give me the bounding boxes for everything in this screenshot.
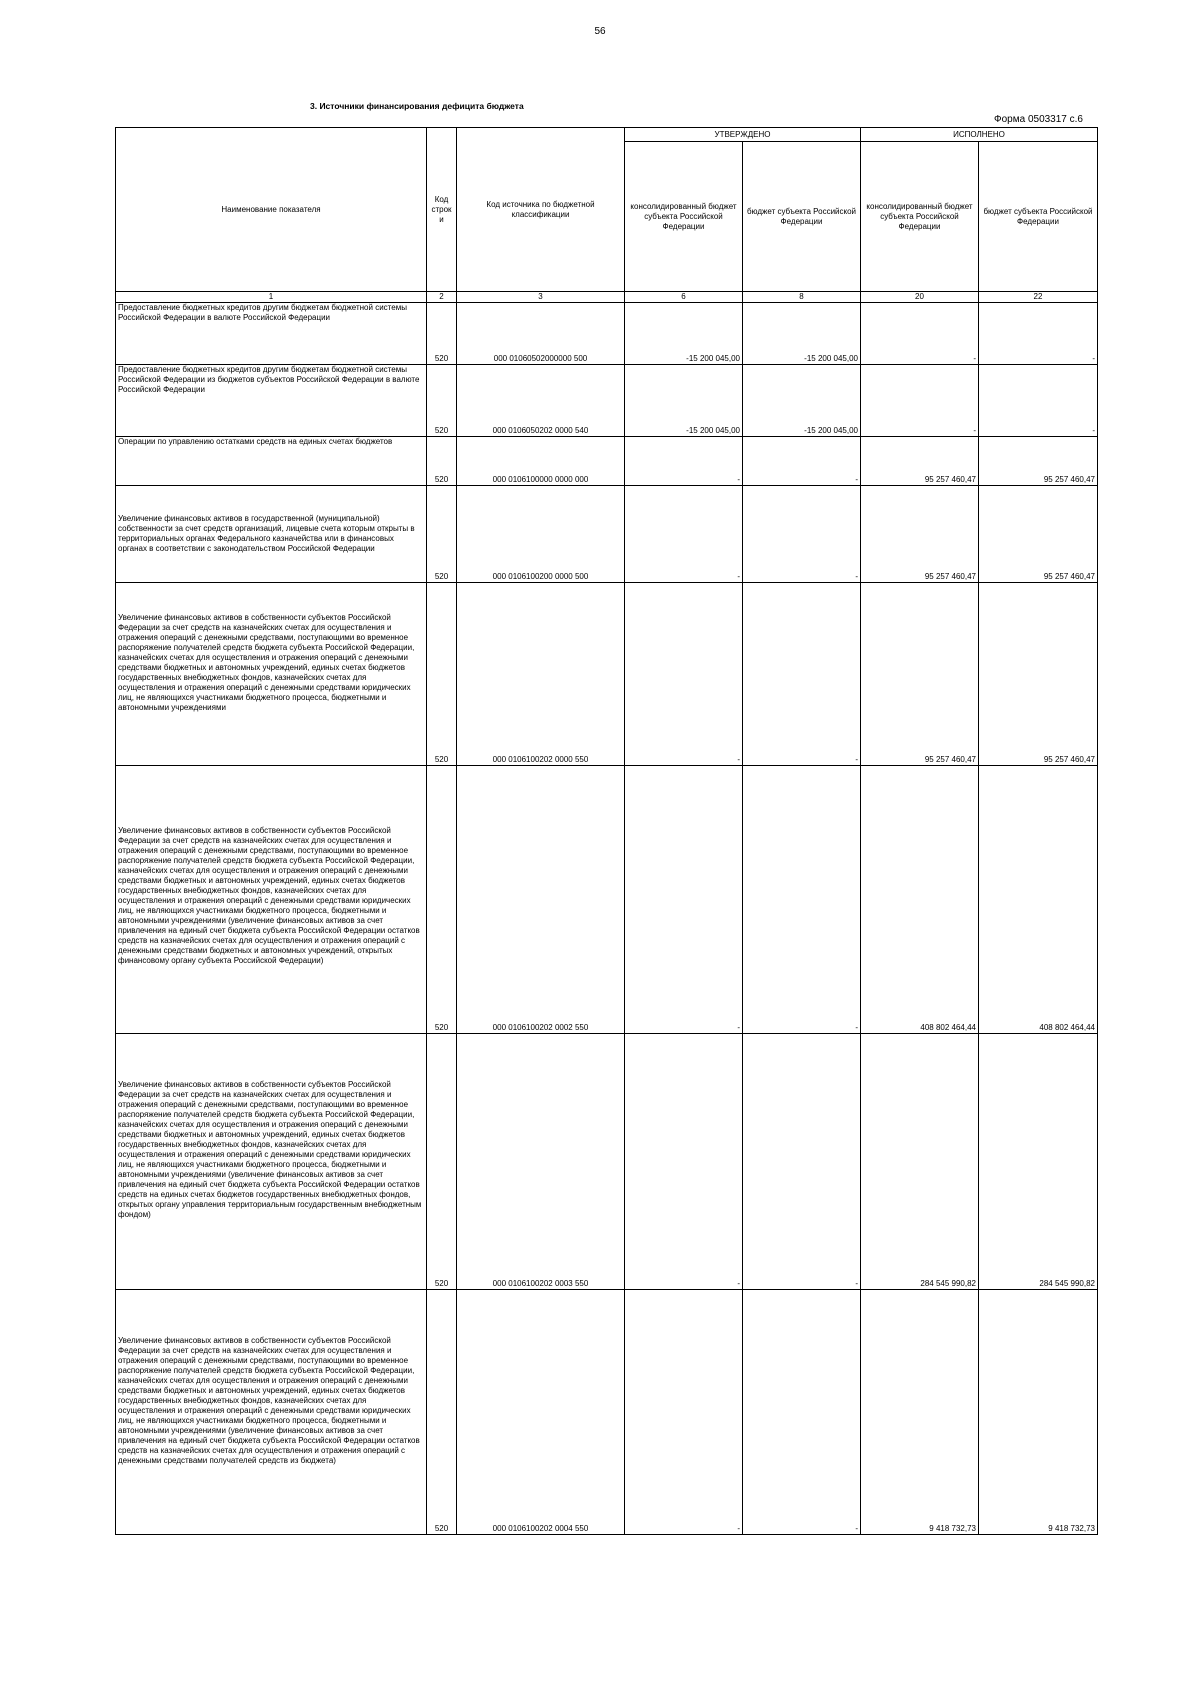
row-executed-subject: - <box>979 303 1098 365</box>
row-approved-consolidated: - <box>625 766 743 1034</box>
col-number: 8 <box>743 292 861 303</box>
row-source-code: 000 0106100202 0000 550 <box>457 583 625 766</box>
col-number: 22 <box>979 292 1098 303</box>
row-source-code: 000 0106050202 0000 540 <box>457 365 625 437</box>
row-line-code: 520 <box>427 583 457 766</box>
header-group-approved: УТВЕРЖДЕНО <box>625 128 861 142</box>
row-approved-subject: - <box>743 766 861 1034</box>
table-row <box>116 583 1098 766</box>
row-approved-subject: - <box>743 437 861 486</box>
row-executed-subject: 284 545 990,82 <box>979 1034 1098 1290</box>
row-line-code: 520 <box>427 1034 457 1290</box>
row-name: Увеличение финансовых активов в собственности субъектов Российской Федерации за счет средств на казначейских счетах для осуществления и отражения операций с денежными средствами, поступающими во временное распоряжение получателей средств бюджета субъекта Российской Федерации, казначейских счетах для осуществления и отражения операций с денежными средствами бюджетных и автономных учреждений, единых счетах бюджетов государственных внебюджетных фондов, казначейских счетах для осуществления и отражения операций с денежными средствами юридических лиц, не являющихся участниками бюджетного процесса, бюджетными и автономными учреждениями (увеличение финансовых активов за счет привлечения на единый счет бюджета субъекта Российской Федерации остатков средств на казначейских счетах для осуществления и отражения операций с денежными средствами получателей средств из бюджета) <box>116 1290 427 1535</box>
row-executed-subject: - <box>979 365 1098 437</box>
row-name: Увеличение финансовых активов в собственности субъектов Российской Федерации за счет средств на казначейских счетах для осуществления и отражения операций с денежными средствами, поступающими во временное распоряжение получателей средств бюджета субъекта Российской Федерации, казначейских счетах для осуществления и отражения операций с денежными средствами бюджетных и автономных учреждений, единых счетах бюджетов государственных внебюджетных фондов, казначейских счетах для осуществления и отражения операций с денежными средствами юридических лиц, не являющихся участниками бюджетного процесса, бюджетными и автономными учреждениями <box>116 583 427 766</box>
row-line-code: 520 <box>427 1290 457 1535</box>
header-executed-subject: бюджет субъекта Российской Федерации <box>979 142 1098 292</box>
col-number: 3 <box>457 292 625 303</box>
row-source-code: 000 0106100202 0003 550 <box>457 1034 625 1290</box>
row-approved-subject: - <box>743 583 861 766</box>
row-approved-consolidated: -15 200 045,00 <box>625 303 743 365</box>
row-name: Увеличение финансовых активов в государственной (муниципальной) собственности за счет средств организаций, лицевые счета которым открыты в территориальных органах Федерального казначейства или в финансовых органах в соответствии с законодательством Российской Федерации <box>116 486 427 583</box>
row-approved-subject: - <box>743 1034 861 1290</box>
header-approved-subject: бюджет субъекта Российской Федерации <box>743 142 861 292</box>
row-executed-consolidated: 95 257 460,47 <box>861 583 979 766</box>
header-approved-consolidated: консолидированный бюджет субъекта Российской Федерации <box>625 142 743 292</box>
form-code: Форма 0503317 с.6 <box>994 114 1083 125</box>
table-row <box>116 437 1098 486</box>
row-source-code: 000 01060502000000 500 <box>457 303 625 365</box>
page-number: 56 <box>594 26 606 37</box>
header-name: Наименование показателя <box>116 128 427 292</box>
row-line-code: 520 <box>427 486 457 583</box>
section-title: 3. Источники финансирования дефицита бюджета <box>310 101 524 111</box>
header-source-code: Код источника по бюджетной классификации <box>457 128 625 292</box>
row-executed-subject: 95 257 460,47 <box>979 583 1098 766</box>
table-row <box>116 486 1098 583</box>
row-executed-subject: 95 257 460,47 <box>979 486 1098 583</box>
header-group-row <box>116 128 1098 142</box>
row-executed-subject: 95 257 460,47 <box>979 437 1098 486</box>
col-number: 2 <box>427 292 457 303</box>
table-row <box>116 766 1098 1034</box>
row-executed-consolidated: 95 257 460,47 <box>861 486 979 583</box>
header-line-code: Код строк и <box>427 128 457 292</box>
row-name: Увеличение финансовых активов в собственности субъектов Российской Федерации за счет средств на казначейских счетах для осуществления и отражения операций с денежными средствами, поступающими во временное распоряжение получателей средств бюджета субъекта Российской Федерации, казначейских счетах для осуществления и отражения операций с денежными средствами бюджетных и автономных учреждений, единых счетах бюджетов государственных внебюджетных фондов, казначейских счетах для осуществления и отражения операций с денежными средствами юридических лиц, не являющихся участниками бюджетного процесса, бюджетными и автономными учреждениями (увеличение финансовых активов за счет привлечения на единый счет бюджета субъекта Российской Федерации остатков средств на казначейских счетах для осуществления и отражения операций с денежными средствами бюджетных и автономных учреждений, открытых финансовому органу субъекта Российской Федерации) <box>116 766 427 1034</box>
row-source-code: 000 0106100202 0004 550 <box>457 1290 625 1535</box>
header-group-executed: ИСПОЛНЕНО <box>861 128 1098 142</box>
row-approved-consolidated: - <box>625 437 743 486</box>
row-source-code: 000 0106100202 0002 550 <box>457 766 625 1034</box>
row-executed-consolidated: 408 802 464,44 <box>861 766 979 1034</box>
col-number: 20 <box>861 292 979 303</box>
table-row <box>116 1290 1098 1535</box>
row-name: Предоставление бюджетных кредитов другим бюджетам бюджетной системы Российской Федерации из бюджетов субъектов Российской Федерации в валюте Российской Федерации <box>116 365 427 437</box>
row-name: Предоставление бюджетных кредитов другим бюджетам бюджетной системы Российской Федерации в валюте Российской Федерации <box>116 303 427 365</box>
row-approved-consolidated: - <box>625 1290 743 1535</box>
row-approved-consolidated: - <box>625 1034 743 1290</box>
header-number-row <box>116 292 1098 303</box>
row-line-code: 520 <box>427 766 457 1034</box>
row-approved-subject: -15 200 045,00 <box>743 303 861 365</box>
row-source-code: 000 0106100000 0000 000 <box>457 437 625 486</box>
table-row <box>116 365 1098 437</box>
row-approved-consolidated: -15 200 045,00 <box>625 365 743 437</box>
row-approved-subject: - <box>743 486 861 583</box>
row-executed-consolidated: 95 257 460,47 <box>861 437 979 486</box>
col-number: 1 <box>116 292 427 303</box>
row-name: Увеличение финансовых активов в собственности субъектов Российской Федерации за счет средств на казначейских счетах для осуществления и отражения операций с денежными средствами, поступающими во временное распоряжение получателей средств бюджета субъекта Российской Федерации, казначейских счетах для осуществления и отражения операций с денежными средствами бюджетных и автономных учреждений, единых счетах бюджетов государственных внебюджетных фондов, казначейских счетах для осуществления и отражения операций с денежными средствами юридических лиц, не являющихся участниками бюджетного процесса, бюджетными и автономными учреждениями (увеличение финансовых активов за счет привлечения на единый счет бюджета субъекта Российской Федерации остатков средств на единых счетах бюджетов государственных внебюджетных фондов, открытых органу управления территориальным государственным внебюджетным фондом) <box>116 1034 427 1290</box>
row-approved-consolidated: - <box>625 486 743 583</box>
row-source-code: 000 0106100200 0000 500 <box>457 486 625 583</box>
row-approved-subject: - <box>743 1290 861 1535</box>
header-executed-consolidated: консолидированный бюджет субъекта Российской Федерации <box>861 142 979 292</box>
row-executed-consolidated: 284 545 990,82 <box>861 1034 979 1290</box>
row-line-code: 520 <box>427 437 457 486</box>
table-row <box>116 303 1098 365</box>
row-approved-consolidated: - <box>625 583 743 766</box>
row-line-code: 520 <box>427 365 457 437</box>
row-approved-subject: -15 200 045,00 <box>743 365 861 437</box>
row-executed-consolidated: - <box>861 365 979 437</box>
row-executed-consolidated: - <box>861 303 979 365</box>
row-executed-consolidated: 9 418 732,73 <box>861 1290 979 1535</box>
row-executed-subject: 408 802 464,44 <box>979 766 1098 1034</box>
row-executed-subject: 9 418 732,73 <box>979 1290 1098 1535</box>
col-number: 6 <box>625 292 743 303</box>
financing-sources-table <box>115 127 1098 1535</box>
row-line-code: 520 <box>427 303 457 365</box>
row-name: Операции по управлению остатками средств на единых счетах бюджетов <box>116 437 427 486</box>
table-row <box>116 1034 1098 1290</box>
